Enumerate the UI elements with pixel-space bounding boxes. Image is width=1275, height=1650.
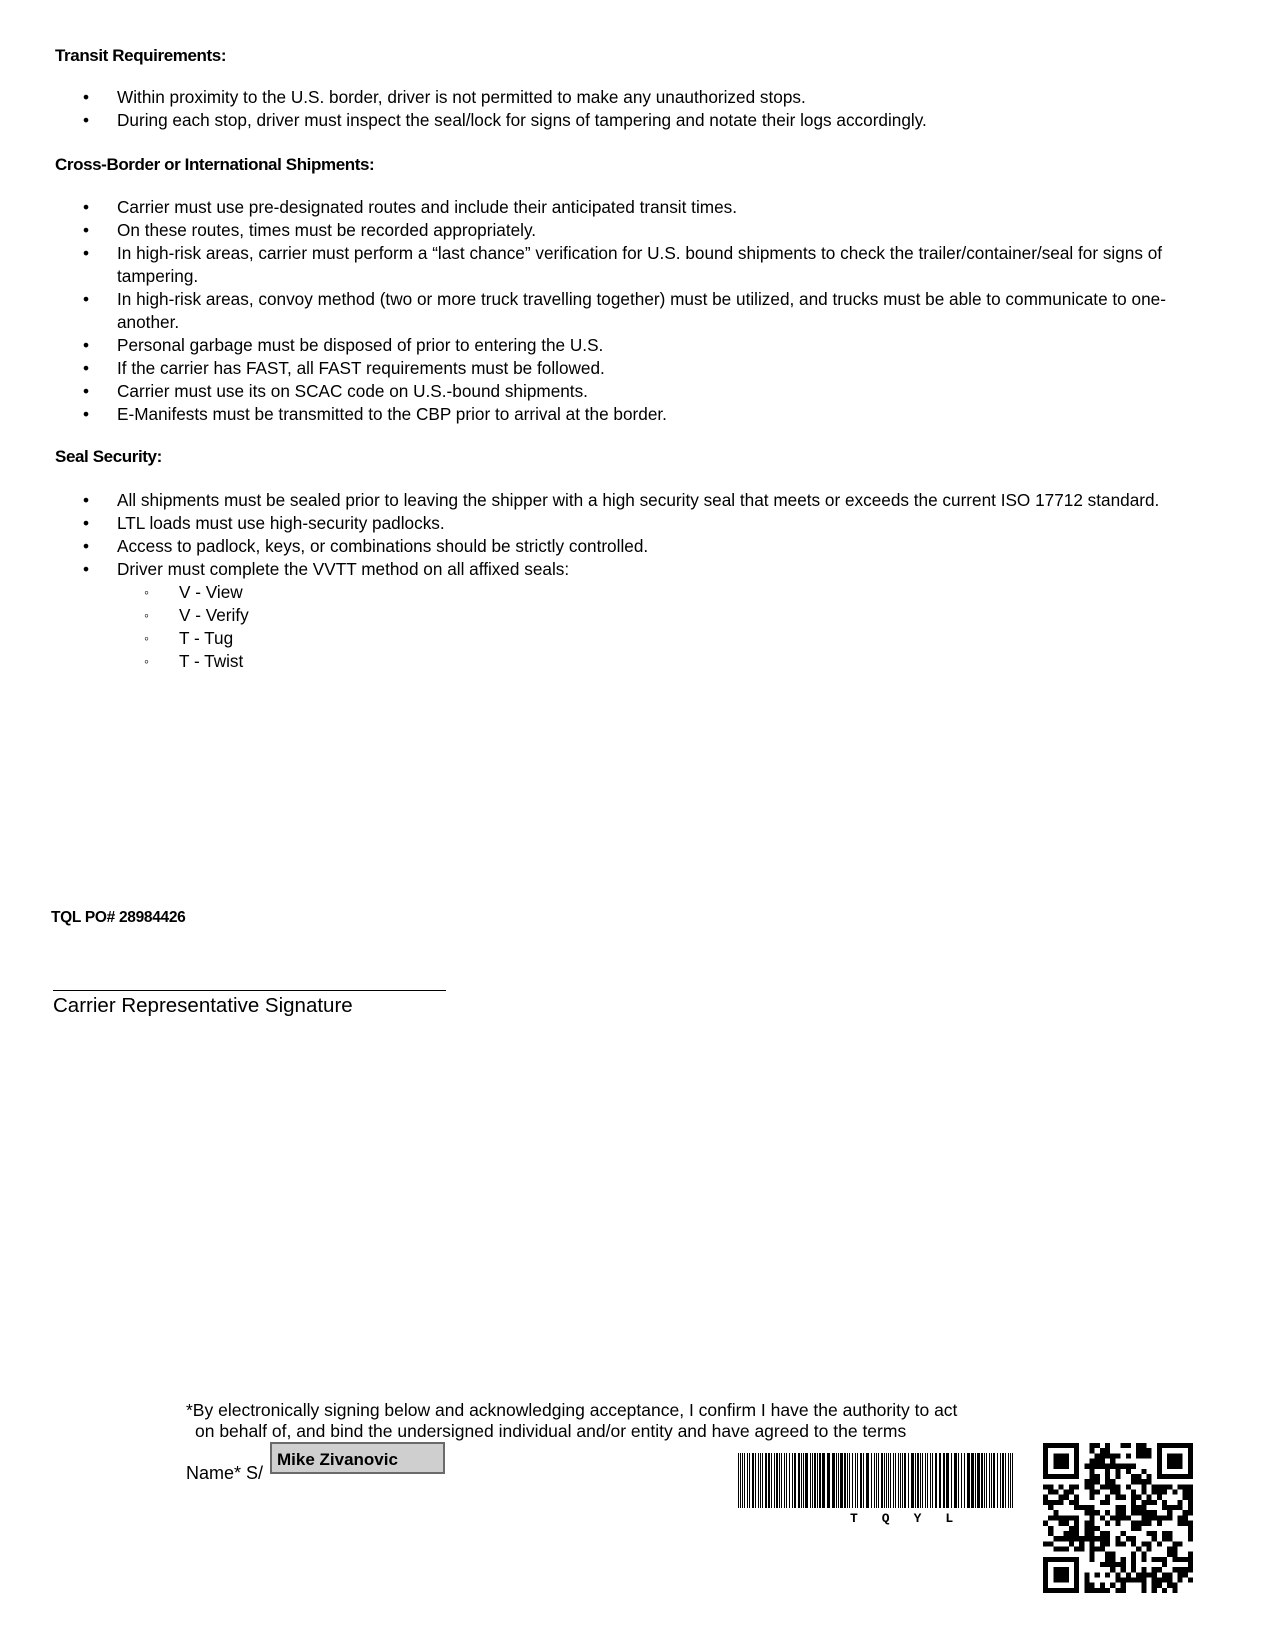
list-item: • All shipments must be sealed prior to leaving the shipper with a high security seal that meets or exceeds the current ISO 17712 standard. <box>0 489 1275 512</box>
list-item: • E-Manifests must be transmitted to the CBP prior to arrival at the border. <box>0 403 1275 426</box>
list-item: • Within proximity to the U.S. border, driver is not permitted to make any unauthorized stops. <box>0 86 1275 109</box>
seal-security-list <box>0 489 1275 673</box>
name-label: Name* S/ <box>186 1463 264 1483</box>
transit-requirements-heading: Transit Requirements: <box>55 46 227 65</box>
po-number: TQL PO# 28984426 <box>51 909 186 926</box>
barcode-text: TQYL <box>850 1511 978 1526</box>
sub-list-item: ◦ V - View <box>117 581 1205 604</box>
name-signature-field[interactable]: Mike Zivanovic <box>270 1442 445 1474</box>
list-item <box>0 558 1275 673</box>
list-item: • During each stop, driver must inspect the seal/lock for signs of tampering and notate their logs accordingly. <box>0 109 1275 132</box>
list-item: • In high-risk areas, convoy method (two or more truck travelling together) must be utilized, and trucks must be able to communicate to one-another. <box>0 288 1275 334</box>
list-item: • Carrier must use pre-designated routes and include their anticipated transit times. <box>0 196 1275 219</box>
vvtt-sublist <box>117 581 1205 673</box>
transit-requirements-list <box>0 86 1275 132</box>
signature-caption: Carrier Representative Signature <box>53 994 353 1017</box>
list-item: • Carrier must use its on SCAC code on U.S.-bound shipments. <box>0 380 1275 403</box>
list-item: • On these routes, times must be recorded appropriately. <box>0 219 1275 242</box>
sub-list-item: ◦ T - Twist <box>117 650 1205 673</box>
list-item: • In high-risk areas, carrier must perform a “last chance” verification for U.S. bound shipments to check the trailer/container/seal for signs of tampering. <box>0 242 1275 288</box>
sub-list-item: ◦ V - Verify <box>117 604 1205 627</box>
acknowledgement-text <box>186 1400 1046 1442</box>
barcode-image <box>738 1453 1018 1511</box>
cross-border-list <box>0 196 1275 426</box>
cross-border-heading: Cross-Border or International Shipments: <box>55 155 375 174</box>
sub-list-item: ◦ T - Tug <box>117 627 1205 650</box>
list-item: • LTL loads must use high-security padlocks. <box>0 512 1275 535</box>
list-item: • If the carrier has FAST, all FAST requirements must be followed. <box>0 357 1275 380</box>
seal-security-heading: Seal Security: <box>55 447 162 466</box>
list-item: • Personal garbage must be disposed of prior to entering the U.S. <box>0 334 1275 357</box>
qr-code-image <box>1043 1443 1193 1593</box>
list-item-text: Driver must complete the VVTT method on all affixed seals: <box>117 559 570 579</box>
acknowledgement-line-2: on behalf of, and bind the undersigned individual and/or entity and have agreed to the terms <box>195 1421 907 1441</box>
signature-line <box>53 990 446 991</box>
list-item: • Access to padlock, keys, or combinations should be strictly controlled. <box>0 535 1275 558</box>
acknowledgement-line-1: *By electronically signing below and acknowledging acceptance, I confirm I have the authority to act <box>186 1400 958 1420</box>
